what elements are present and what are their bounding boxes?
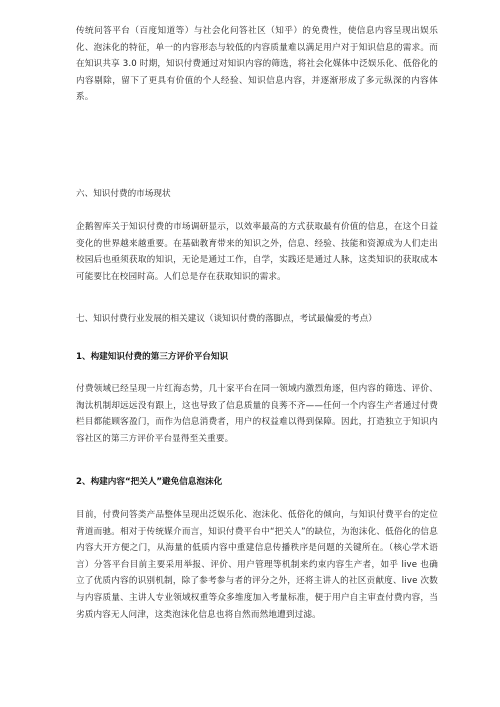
intro-paragraph: 传统问答平台（百度知道等）与社会化问答社区（知乎）的免费性，使信息内容呈现出娱乐化、泡沫化的特征，单一的内容形态与较低的内容质量难以满足用户对于知识信息的需求。而在知识共享 3.0 时期，知识付费通过对知识内容的筛选，将社会化媒体中泛娱乐化、低俗化的内容剔除，留下了更具有价值的个人经验、知识信息内容，并逐渐形成了多元纵深的内容体系。: [76, 26, 438, 103]
subsection-1-paragraph: 付费领域已经呈现一片红海态势，几十家平台在同一领域内激烈角逐，但内容的筛选、评价、淘汰机制却远远没有跟上，这也导致了信息质量的良莠不齐——任何一个内容生产者通过付费栏目都能顾客盈门，而作为信息消费者，用户的权益难以得到保障。因此，打造独立于知识内容社区的第三方评价平台显得至关重要。: [76, 384, 438, 444]
section-6-heading: 六、知识付费的市场现状: [76, 189, 171, 199]
subsection-2-paragraph: 目前，付费问答类产品整体呈现出泛娱乐化、泡沫化、低俗化的倾向，与知识付费平台的定位背道而驰。相对于传统媒介而言，知识付费平台中“把关人”的缺位，为泡沫化、低俗化的信息内容大开方便之门，从海量的低质内容中重建信息传播秩序是问题的关键所在。（核心学术语言）分答平台目前主要采用举报、评价、用户管理等机制来约束内容生产者，如乎 live 也确立了优质内容的识别机制，除了参考参与者的评分之外，还将主讲人的社区贡献度、live 次数与内容质量、主讲人专业领域权重等众多维度加入考量标准，便于用户自主审查付费内容，当劣质内容无人问津，这类泡沫化信息也将自然而然地遭到过滤。: [76, 510, 438, 620]
market-paragraph: 企鹅智库关于知识付费的市场调研显示，以效率最高的方式获取最有价值的信息，在这个日益变化的世界越来越重要。在基础教育带来的知识之外，信息、经验、技能和资源成为人们走出校园后也亟须获取的知识，无论是通过工作，自学，实践还是通过人脉，这类知识的获取成本可能要比在校园时高。人们总是存在获取知识的需求。: [76, 222, 438, 282]
section-7-heading: 七、知识付费行业发展的相关建议（谈知识付费的落脚点，考试最偏爱的考点）: [76, 314, 377, 324]
subsection-2-heading: 2、构建内容“把关人”避免信息泡沫化: [76, 477, 223, 487]
subsection-1-heading: 1、构建知识付费的第三方评价平台知识: [76, 352, 229, 362]
